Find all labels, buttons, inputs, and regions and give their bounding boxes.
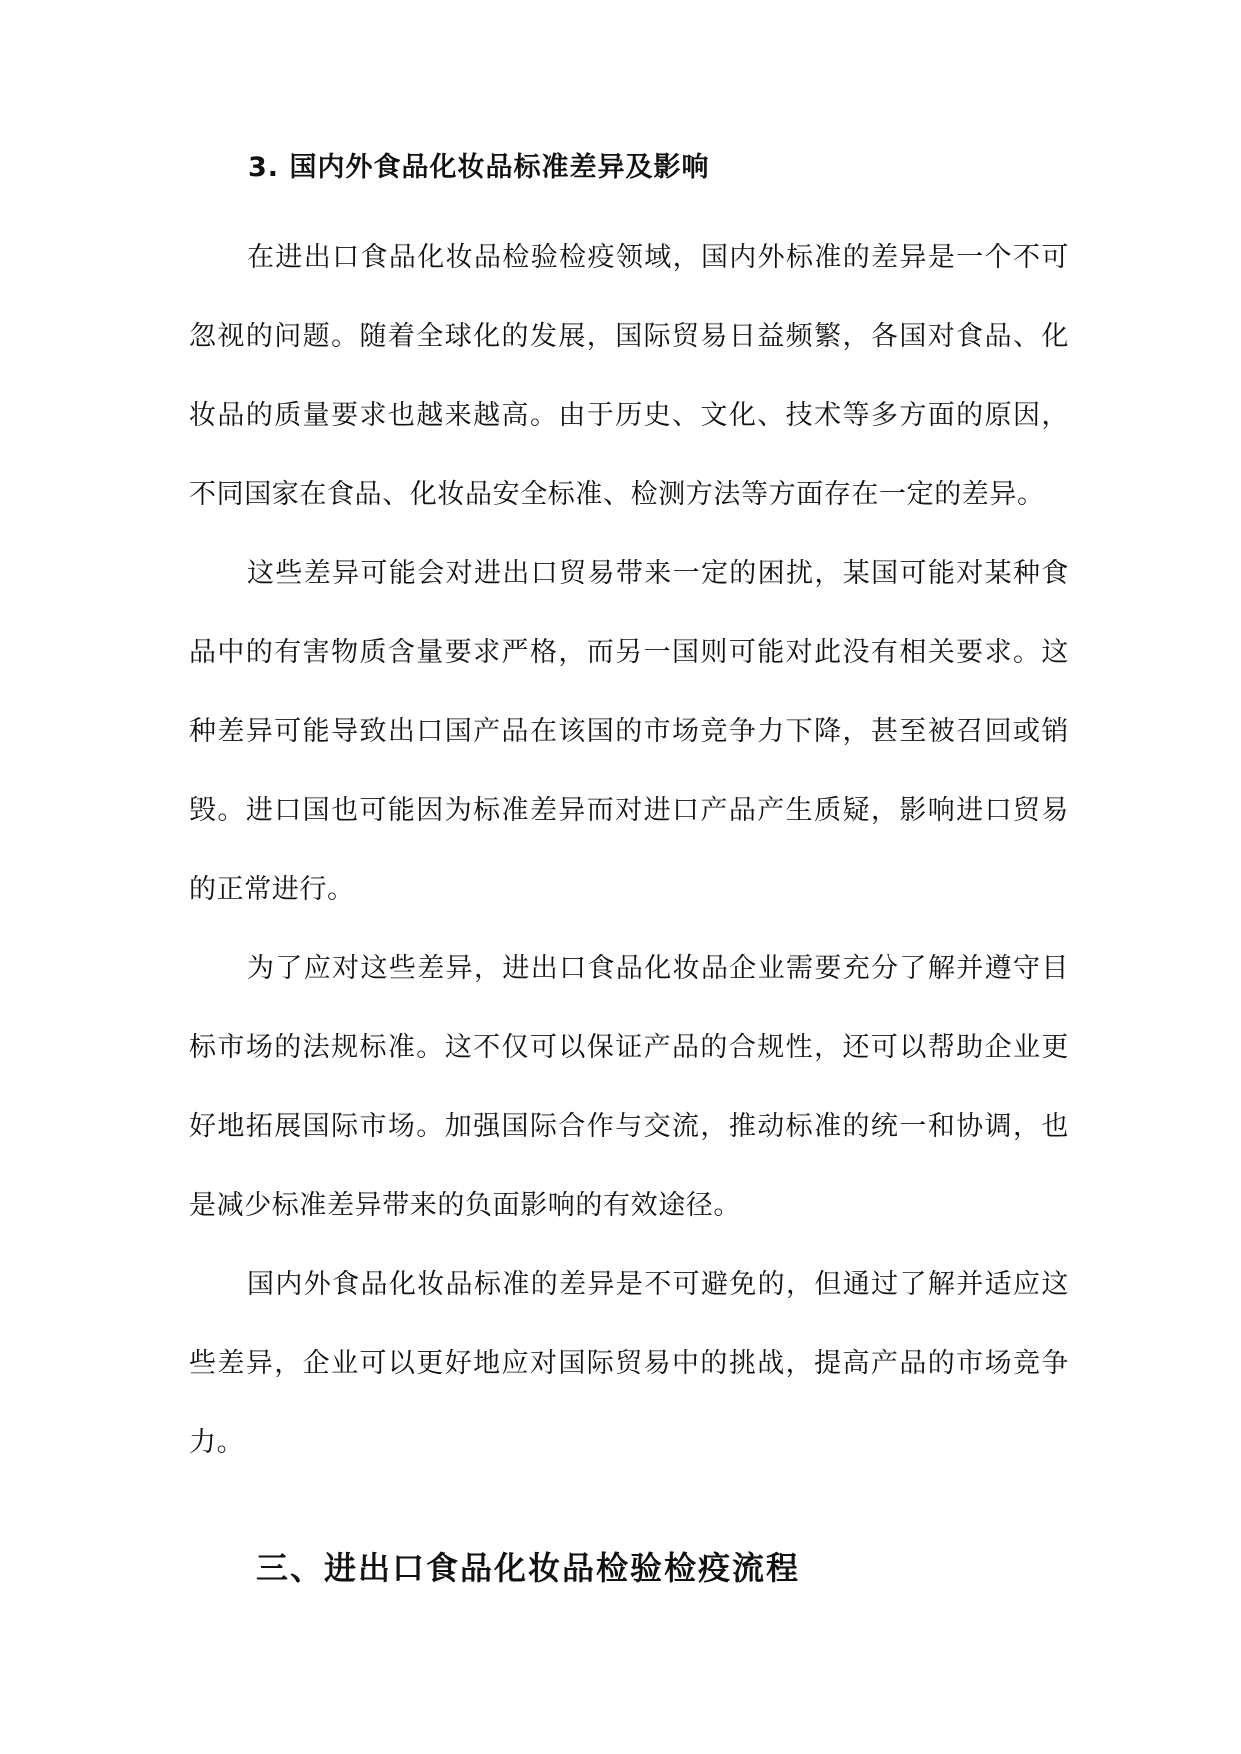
paragraph-2: 这些差异可能会对进出口贸易带来一定的困扰，某国可能对某种食品中的有害物质含量要求严格，而另一国则可能对此没有相关要求。这种差异可能导致出口国产品在该国的市场竞争力下降，甚至被召回或销毁。进口国也可能因为标准差异而对进口产品产生质疑，影响进口贸易的正常进行。 xyxy=(189,558,1069,905)
paragraph-1: 在进出口食品化妆品检验检疫领域，国内外标准的差异是一个不可忽视的问题。随着全球化的发展，国际贸易日益频繁，各国对食品、化妆品的质量要求也越来越高。由于历史、文化、技术等多方面的原因，不同国家在食品、化妆品安全标准、检测方法等方面存在一定的差异。 xyxy=(189,242,1069,510)
chapter-heading: 三、进出口食品化妆品检验检疫流程 xyxy=(256,1549,801,1587)
body-text xyxy=(189,218,1069,1482)
section-heading: 3. 国内外食品化妆品标准差异及影响 xyxy=(248,152,710,183)
paragraph-3: 为了应对这些差异，进出口食品化妆品企业需要充分了解并遵守目标市场的法规标准。这不仅可以保证产品的合规性，还可以帮助企业更好地拓展国际市场。加强国际合作与交流，推动标准的统一和协调，也是减少标准差异带来的负面影响的有效途径。 xyxy=(189,953,1069,1221)
paragraph-4: 国内外食品化妆品标准的差异是不可避免的，但通过了解并适应这些差异，企业可以更好地应对国际贸易中的挑战，提高产品的市场竞争力。 xyxy=(189,1269,1069,1458)
